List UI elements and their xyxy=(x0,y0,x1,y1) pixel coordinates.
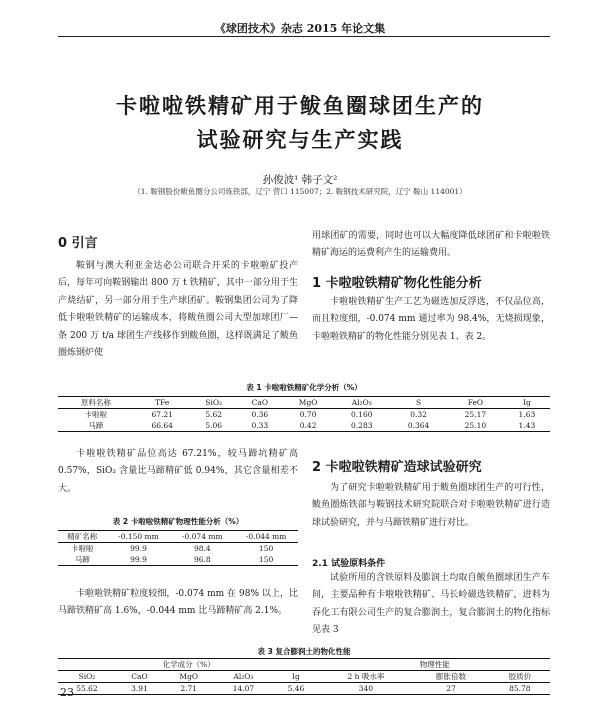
table-3 xyxy=(58,658,550,695)
table-2-header: -0.044 mm xyxy=(245,532,287,541)
table-1-header: SiO₂ xyxy=(205,398,223,407)
table-cell: 卡啦啦 xyxy=(71,544,94,553)
section-2-body xyxy=(312,480,550,552)
table-row xyxy=(58,683,550,695)
table-cell: 85.78 xyxy=(509,684,531,693)
table-3-group-chemical: 化学成分（%） xyxy=(58,659,319,671)
table-row xyxy=(58,554,298,566)
table-cell: 99.9 xyxy=(130,555,147,564)
table-cell: 27 xyxy=(446,684,456,693)
table-2-caption: 表 2 卡啦啦铁精矿物理性能分析（%） xyxy=(112,517,244,526)
running-header: 《球团技术》杂志 2015 年论文集 xyxy=(214,22,386,35)
table-2-header-row xyxy=(58,531,298,543)
table-1 xyxy=(58,396,550,432)
table-3-group-physical: 物理性能 xyxy=(319,659,550,671)
table-cell: 25.10 xyxy=(464,421,487,430)
table-1-header: CaO xyxy=(251,398,268,407)
table-row xyxy=(58,420,550,432)
page-number: 23 xyxy=(60,686,74,699)
table-3-group-row xyxy=(58,659,550,671)
continuation-paragraph: 用球团矿的需要，同时也可以大幅度降低球团矿和卡啦啦铁精矿海运的运费利产生的运输费用。 xyxy=(312,231,550,259)
table-cell: 150 xyxy=(258,544,274,553)
table-2-header: -0.150 mm xyxy=(118,532,159,541)
table-cell: 55.62 xyxy=(76,684,98,693)
table-cell: 马蹄 xyxy=(74,555,90,564)
right-column-continuation xyxy=(312,228,550,264)
table-1-header: TFe xyxy=(155,398,170,407)
section-1-paragraph: 卡啦啦铁精矿生产工艺为磁选加反浮选，不仅品位高，而且粒度细，-0.074 mm 通过率为 98.4%，无烧损现象，卡啦啦铁精矿的物化性能分别见表 1、表 2。 xyxy=(312,297,550,342)
table-3-header: MgO xyxy=(179,672,199,681)
table-cell: 0.32 xyxy=(410,410,427,419)
table-3-header: CaO xyxy=(131,672,148,681)
table-cell: 14.07 xyxy=(232,684,255,693)
section-2-1-body xyxy=(312,570,550,642)
table-1-header: Al₂O₃ xyxy=(351,398,372,407)
header-rule xyxy=(58,36,550,37)
article-title-line1: 卡啦啦铁精矿用于鲅鱼圈球团生产的 xyxy=(116,93,484,118)
table-1-header: S xyxy=(416,398,422,407)
table-2-header: 精矿名称 xyxy=(67,532,98,541)
section-0-body xyxy=(58,258,298,368)
table-cell: 0.364 xyxy=(407,421,430,430)
table-cell: 马蹄 xyxy=(88,421,104,430)
table-3-caption: 表 3 复合膨润土的物化性能 xyxy=(257,647,351,656)
table-cell: 1.43 xyxy=(518,421,536,430)
table-1-caption: 表 1 卡啦啦铁精矿化学分析（%） xyxy=(246,383,362,392)
table-cell: 2.71 xyxy=(180,684,198,693)
table-1-header: FeO xyxy=(467,398,484,407)
section-2-1-heading: 2.1 试验原料条件 xyxy=(312,559,386,569)
table-cell: 98.4 xyxy=(193,544,211,553)
table-2 xyxy=(58,530,298,566)
table-cell: 1.63 xyxy=(518,410,536,419)
section-2-paragraph: 为了研究卡啦啦铁精矿用于鲅鱼圈球团生产的可行性，鲅鱼圈炼铁部与鞍钢技术研究院联合对卡啦啦铁精矿进行造球试验研究，并与马蹄铁精矿进行对比。 xyxy=(312,483,550,528)
table-row xyxy=(58,543,298,555)
table-1-header: 原料名称 xyxy=(80,398,111,407)
table-3-header: SiO₂ xyxy=(78,672,96,681)
table-cell: 0.36 xyxy=(251,410,269,419)
table-cell: 0.70 xyxy=(299,410,317,419)
table-cell: 67.21 xyxy=(151,410,173,419)
table-cell: 0.33 xyxy=(251,421,269,430)
table-3-header-row xyxy=(58,671,550,683)
table-cell: 5.46 xyxy=(287,684,305,693)
table-3-header: Al₂O₃ xyxy=(233,672,254,681)
section-0-paragraph: 鞍钢与澳大利亚金达必公司联合开采的卡啦啦矿投产后，每年可向鞍钢输出 800 万 t 铁精矿，其中一部分用于生产烧结矿，另一部分用于生产球团矿。鞍钢集团公司为了降低卡啦啦铁精矿的运输成本，将鲅鱼圈公司大型加球团厂—条 200 万 t/a 球团生产线移作到鲅鱼圈，这样既满足了鲅鱼圈炼钢炉使 xyxy=(58,261,298,359)
table-cell: 5.62 xyxy=(205,410,223,419)
table-cell: 66.64 xyxy=(151,421,173,430)
table-cell: 5.06 xyxy=(205,421,223,430)
table-cell: 卡啦啦 xyxy=(84,410,108,419)
section-1-body xyxy=(312,294,550,366)
table-cell: 3.91 xyxy=(131,684,148,693)
table-1-header: Ig xyxy=(523,398,531,407)
section-2-1-paragraph: 试验所用的含铁原料及膨润土均取自鲅鱼圈球团生产车间，主要品种有卡啦啦铁精矿、马长岭磁选铁精矿，进料为吞化工有限公司生产的复合膨润土，复合膨润土的物化指标见表 3 xyxy=(312,573,550,636)
table-cell: 150 xyxy=(258,555,274,564)
section-2-heading: 2 卡啦啦铁精矿造球试验研究 xyxy=(312,460,482,475)
table-1-header: MgO xyxy=(298,398,318,407)
table-3-header: 膨胀倍数 xyxy=(436,672,467,681)
size-paragraph: 卡啦啦铁精矿粒度较细，-0.074 mm 在 98% 以上，比马蹄铁精矿高 1.6%，-0.044 mm 比马蹄精矿高 2.1%。 xyxy=(58,589,298,617)
size-body xyxy=(58,586,298,642)
analysis-paragraph: 卡啦啦铁精矿品位高达 67.21%，较马蹄坑精矿高 0.57%，SiO₂ 含量比马蹄精矿低 0.94%，其它含量相差不大。 xyxy=(58,449,298,494)
table-1-header-row xyxy=(58,397,550,409)
article-authors: 孙俊波¹ 韩子文² xyxy=(262,174,338,186)
table-3-header: 胶质价 xyxy=(508,672,532,681)
table-cell: 0.42 xyxy=(299,421,317,430)
article-title-line2: 试验研究与生产实践 xyxy=(196,127,404,152)
table-cell: 25.17 xyxy=(464,410,487,419)
section-0-heading: 0 引言 xyxy=(58,236,98,251)
table-2-header: -0.074 mm xyxy=(181,532,223,541)
article-affiliation: （1. 鞍钢股份鲅鱼圈分公司炼铁部，辽宁 营口 115007；2. 鞍钢技术研究院，辽宁 鞍山 114001） xyxy=(133,187,467,196)
table-cell: 0.283 xyxy=(351,421,373,430)
analysis-body xyxy=(58,446,298,500)
table-cell: 96.8 xyxy=(193,555,211,564)
table-cell: 340 xyxy=(358,684,374,693)
section-1-heading: 1 卡啦啦铁精矿物化性能分析 xyxy=(312,276,482,291)
table-3-header: 2 h 吸水率 xyxy=(347,672,385,681)
table-cell: 0.160 xyxy=(351,410,373,419)
table-cell: 99.9 xyxy=(130,544,147,553)
table-3-header: Ig xyxy=(292,672,300,681)
table-row xyxy=(58,409,550,421)
